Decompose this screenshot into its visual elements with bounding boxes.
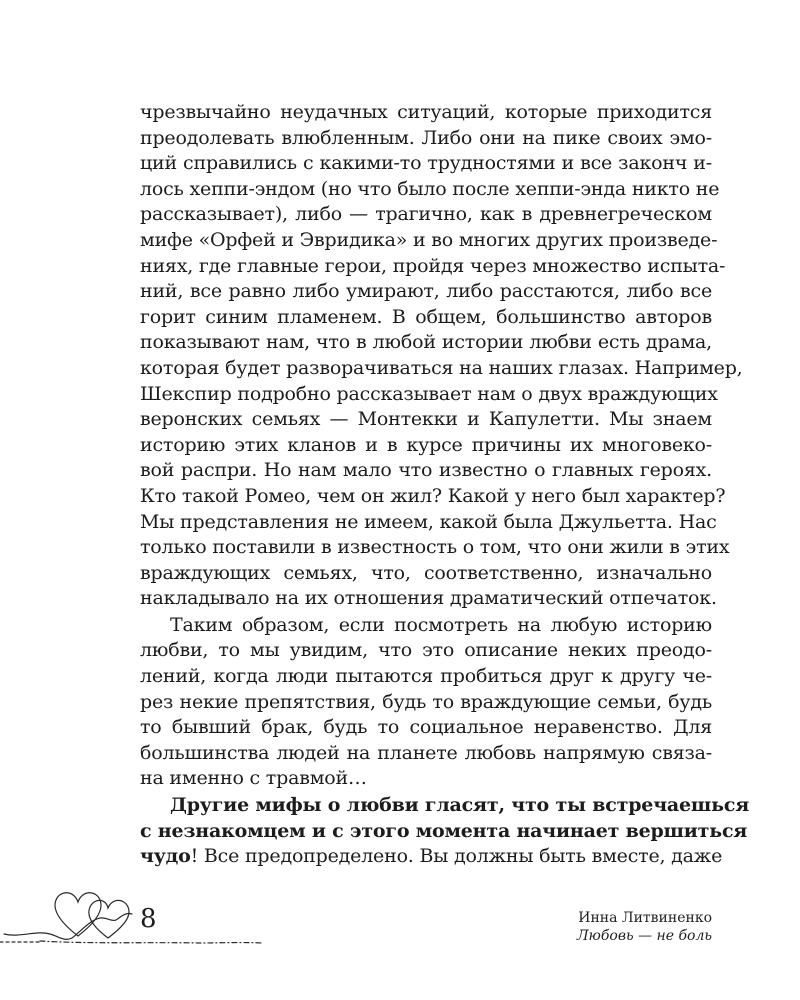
body-text	[140, 100, 750, 870]
bold-paragraph-first-line: Другие мифы о любви гласят, что ты встречаешься	[170, 794, 750, 817]
bold-word: чудо	[140, 845, 191, 868]
text-line: ций справились с какими-то трудностями и все законч и-	[140, 152, 712, 175]
text-line: большинства людей на планете любовь напрямую связа-	[140, 741, 712, 764]
text-line: ний, все равно либо умирают, либо расстаются, либо все	[140, 280, 712, 303]
text-line: мифе «Орфей и Эвридика» и во многих других произведе-	[140, 228, 718, 251]
paragraph-first-line: Таким образом, если посмотреть на любую историю	[170, 613, 712, 636]
text-line: историю этих кланов и в курсе причины их многовеко-	[140, 433, 712, 456]
text-line: Кто такой Ромео, чем он жил? Какой у него был характер?	[140, 484, 726, 507]
book-title: Любовь — не боль	[576, 928, 712, 944]
text-line: веронских семьях — Монтекки и Капулетти. Мы знаем	[140, 408, 712, 431]
text-line: накладывало на их отношения драматический отпечаток.	[140, 587, 717, 610]
text-line: показывают нам, что в любой истории любви есть драма,	[140, 331, 712, 354]
text-line: ниях, где главные герои, пройдя через множество испыта-	[140, 254, 726, 277]
text-line: горит синим пламенем. В общем, большинство авторов	[140, 305, 712, 328]
text-line: чрезвычайно неудачных ситуаций, которые приходится	[140, 101, 712, 123]
text-line: на именно с травмой…	[140, 767, 367, 790]
text-line: только поставили в известность о том, что они жили в этих	[140, 536, 730, 559]
text-line: враждующих семьях, что, соответственно, изначально	[140, 561, 712, 584]
mixed-text-line	[140, 844, 723, 870]
text-line: то бывший брак, будь то социальное неравенство. Для	[140, 716, 712, 739]
text-line: лений, когда люди пытаются пробиться друг к другу че-	[140, 665, 712, 688]
text-line: любви, то мы увидим, что это описание неких преодо-	[140, 639, 712, 662]
page-number: 8	[140, 904, 157, 934]
author-name: Инна Литвиненко	[578, 910, 712, 926]
text-span: ! Все предопределено. Вы должны быть вместе, даже	[190, 845, 723, 868]
text-line: преодолевать влюбленным. Либо они на пике своих эмо-	[140, 126, 712, 149]
text-line: рассказывает), либо — трагично, как в древнегреческом	[140, 203, 712, 226]
text-line: которая будет разворачиваться на наших глазах. Например,	[140, 356, 743, 379]
text-line: лось хеппи-эндом (но что было после хеппи-энда никто не	[140, 177, 720, 200]
text-line: вой распри. Но нам мало что известно о главных героях.	[140, 459, 712, 482]
bold-text-line: с незнакомцем и с этого момента начинает вершиться	[140, 819, 748, 842]
text-line: Шекспир подробно рассказывает нам о двух враждующих	[140, 382, 718, 405]
text-line: Мы представления не имеем, какой была Джульетта. Нас	[140, 510, 717, 533]
hearts-ornament-icon	[0, 872, 270, 952]
text-line: рез некие препятствия, будь то враждующие семьи, будь	[140, 690, 712, 713]
running-footer	[577, 909, 712, 945]
